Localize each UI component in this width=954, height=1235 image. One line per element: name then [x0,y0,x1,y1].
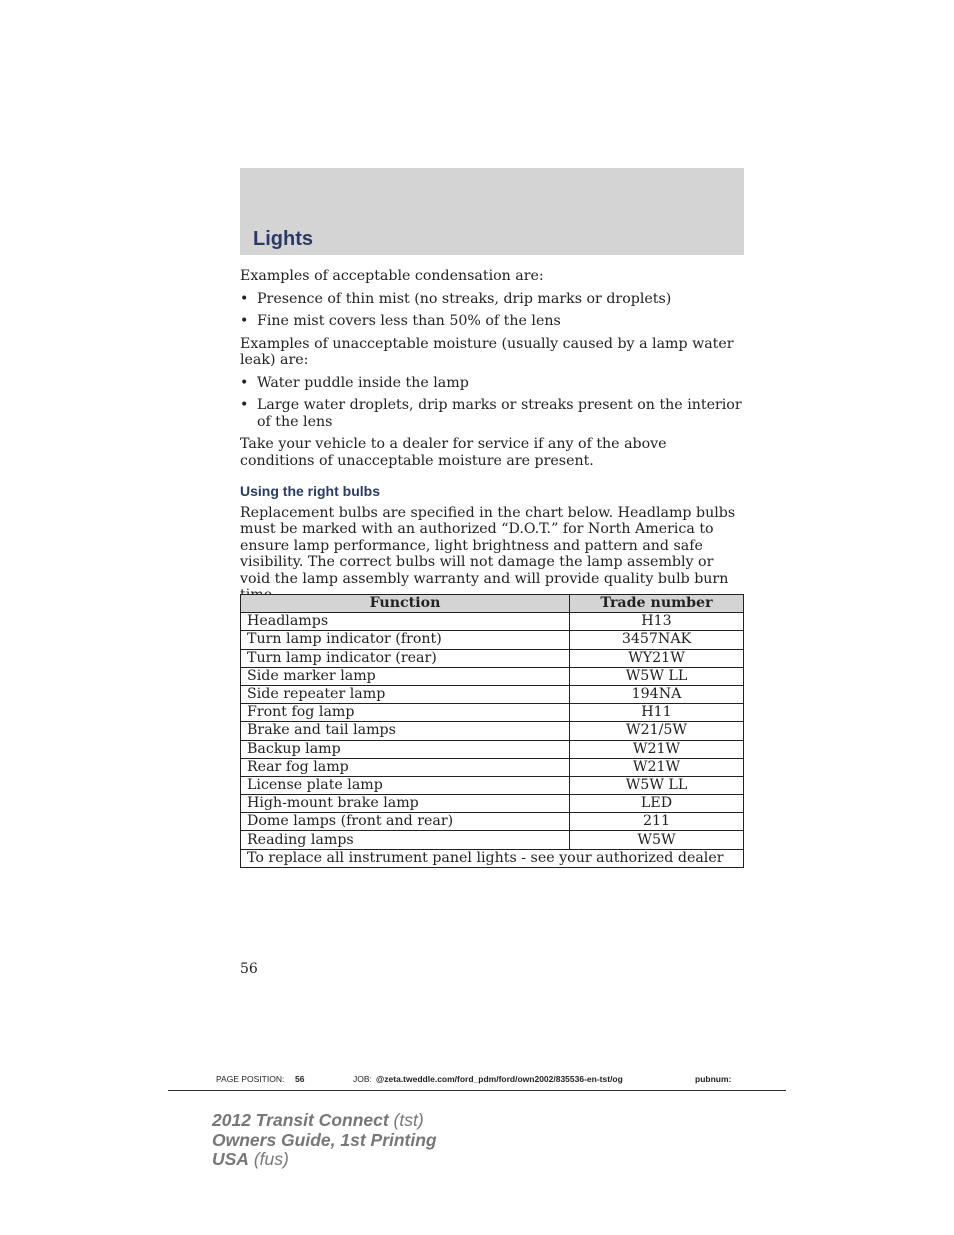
function-cell: Side repeater lamp [241,685,570,703]
function-cell: Reading lamps [241,831,570,849]
table-row [241,704,744,722]
function-cell: License plate lamp [241,776,570,794]
table-footer-row [241,849,744,867]
table-row [241,667,744,685]
footer-divider [168,1090,786,1091]
trade-number-cell: H13 [570,613,744,631]
function-cell: Side marker lamp [241,667,570,685]
doc-id-line-2 [212,1131,437,1151]
trade-number-cell: W5W LL [570,776,744,794]
table-row [241,740,744,758]
doc-id-line-3 [212,1150,437,1170]
bulb-table [240,594,744,868]
function-cell: High-mount brake lamp [241,795,570,813]
trade-number-cell: H11 [570,704,744,722]
list-item: • Water puddle inside the lamp [240,375,744,392]
table-row [241,831,744,849]
trade-number-cell: 3457NAK [570,631,744,649]
function-cell: Backup lamp [241,740,570,758]
page-position-value: 56 [295,1074,305,1084]
bulbs-paragraph: Replacement bulbs are specified in the chart below. Headlamp bulbs must be marked with an authorized “D.O.T.” for North America to ensure lamp performance, light brightness and pattern and safe visibility. The correct bulbs will not damage the lamp assembly or void the lamp assembly warranty and will provide quality bulb burn [240,504,736,587]
pubnum-label: pubnum: [695,1074,732,1084]
table-row [241,758,744,776]
list-item: • Presence of thin mist (no streaks, drip marks or droplets) [240,291,744,308]
acceptable-list [240,291,744,330]
doc-id-printing: Owners Guide, 1st Printing [212,1129,437,1150]
table-row [241,649,744,667]
document-identifier [212,1111,437,1170]
function-cell: Dome lamps (front and rear) [241,813,570,831]
page-position-label: PAGE POSITION: [216,1074,285,1084]
trade-number-cell: WY21W [570,649,744,667]
trade-number-cell: W21/5W [570,722,744,740]
trade-number-cell: W5W [570,831,744,849]
unacceptable-list [240,375,744,431]
trade-number-cell: W5W LL [570,667,744,685]
function-cell: Headlamps [241,613,570,631]
section-header-band [240,168,744,255]
trade-number-cell: W21W [570,740,744,758]
doc-id-market: USA [212,1149,249,1169]
doc-id-model: 2012 Transit Connect [212,1110,389,1130]
trade-number-cell: 211 [570,813,744,831]
function-cell: Brake and tail lamps [241,722,570,740]
column-header-function: Function [241,595,570,613]
trade-number-cell: W21W [570,758,744,776]
list-item: • Fine mist covers less than 50% of the lens [240,313,744,330]
column-header-trade-number: Trade number [570,595,744,613]
section-title: Lights [253,228,313,250]
function-cell: Turn lamp indicator (rear) [241,649,570,667]
function-cell: Front fog lamp [241,704,570,722]
job-label: JOB: [353,1074,372,1084]
service-note: Take your vehicle to a dealer for service if any of the above conditions of unacceptable moisture are present. [240,436,667,469]
bulbs-heading: Using the right bulbs [240,483,380,499]
doc-id-line-1 [212,1111,437,1131]
function-cell: Rear fog lamp [241,758,570,776]
main-content [240,268,744,610]
unacceptable-label: Examples of unacceptable moisture (usually caused by a lamp water leak) are: [240,335,734,368]
doc-id-market-code: (fus) [248,1149,289,1169]
function-cell: Turn lamp indicator (front) [241,631,570,649]
page-number: 56 [240,961,258,977]
list-item: • Large water droplets, drip marks or streaks present on the interior of the lens [240,397,744,430]
table-row [241,776,744,794]
table-row [241,685,744,703]
table-footer-note: To replace all instrument panel lights - see your authorized dealer [241,849,744,867]
table-header-row [241,595,744,613]
table-row [241,813,744,831]
acceptable-label: Examples of acceptable condensation are: [240,268,544,284]
table-row [241,631,744,649]
trade-number-cell: LED [570,795,744,813]
trade-number-cell: 194NA [570,685,744,703]
job-value: @zeta.tweddle.com/ford_pdm/ford/own2002/835536-en-tst/og [376,1074,623,1084]
table-row [241,613,744,631]
table-row [241,795,744,813]
table-row [241,722,744,740]
doc-id-model-code: (tst) [388,1110,424,1130]
